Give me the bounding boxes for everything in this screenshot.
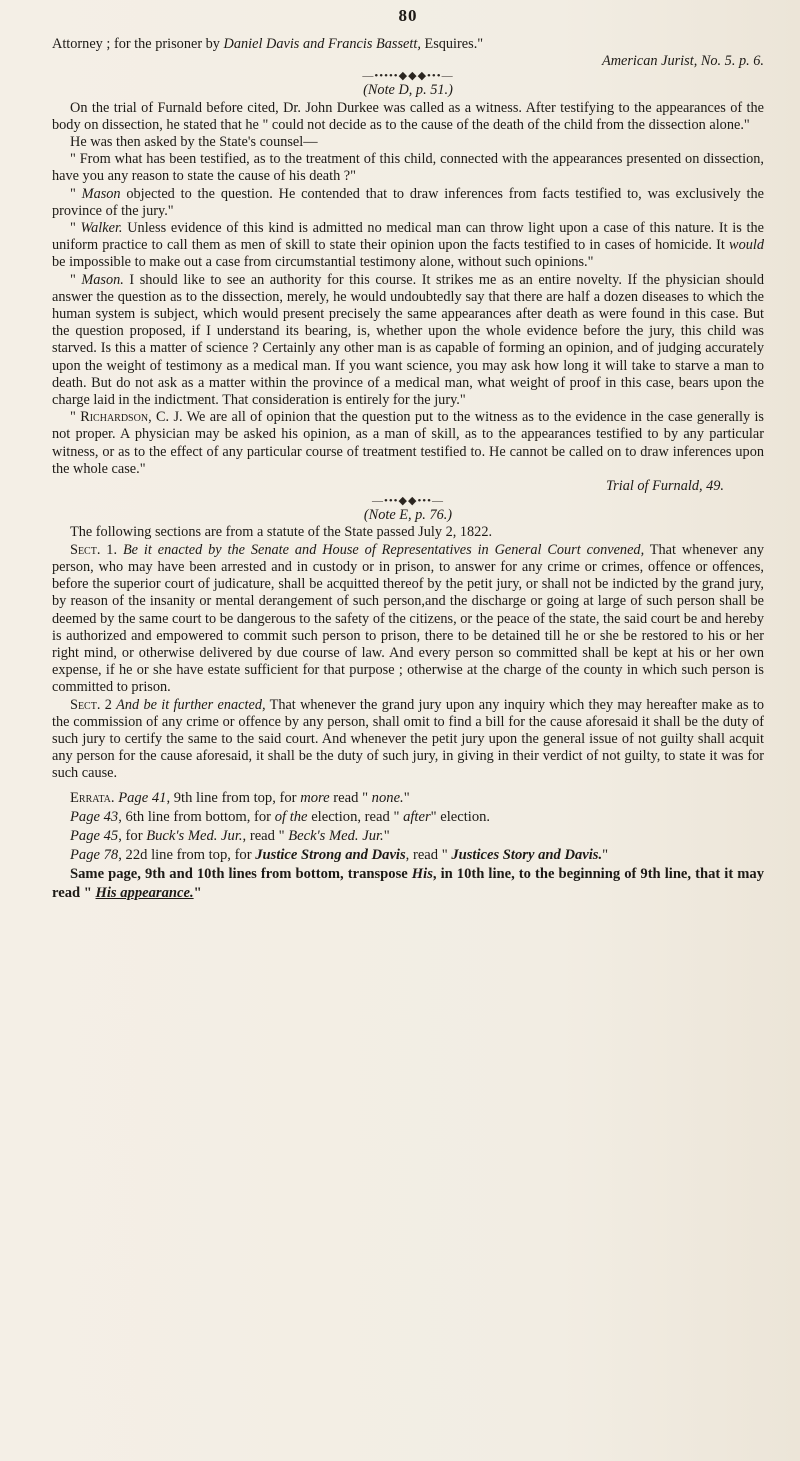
errata-item [52, 827, 764, 846]
note-d-para: " Mason objected to the question. He contended that to draw inferences from facts testified to, was exclusively the province of the jury." [52, 185, 764, 219]
section-text: That whenever the grand jury upon any inquiry which they may hereafter make as to the commission of any crime or offence by any person, shall omit to find a bill for the cause aforesaid it shall be the duty of such jury to certify the same to the said court. And whenever the petit jury upon the general issue of not guilty shall acquit any person for the cause aforesaid, it shall be the duty of such jury, in giving in their verdict of not guilty, to state it was for such cause. [52, 696, 764, 782]
errata-text: , 9th line from top, for [166, 789, 301, 806]
errata-page: Page 43 [70, 808, 119, 825]
speech-text: be impossible to make out a case from circumstantial testimony alone, without such opinions." [52, 254, 594, 271]
page-number: 80 [398, 6, 418, 25]
errata-correct: none. [371, 789, 404, 806]
section-text: That whenever any person, who may have been arrested and in custody or in prison, to answer for any crime or crimes, offence or offences, before the superior court of judicature, shall be acquitted thereof by the petit jury, or shall not be indicted by the grand jury, by reason of the insanity or mental derangement of such person,and the discharge or going at large of such person shall be deemed by the same court to be dangerous to the safety of the citizens, or the peace of the state, the said court be and hereby is authorized and empowered to commit such person to prison, there to be detained till he or she be restored to his or her right mind, or otherwise delivered by due course of law. And every person so committed shall be kept at his or her own expense, if he or she have estate sufficient for that purpose ; otherwise at the charge of the county in which such person is committed to prison. [52, 541, 765, 696]
section-label: Sect. 1. [70, 541, 118, 558]
errata-item [52, 789, 764, 808]
errata-text: read " [329, 789, 372, 806]
errata-correct: Beck's Med. Jur. [288, 827, 384, 844]
note-e-intro: The following sections are from a statute of the State passed July 2, 1822. [70, 524, 493, 541]
errata-text: , in 10th line, to the beginning of 9th line, that it may read " [52, 865, 764, 901]
ornament-divider: —•••◆◆•••— [371, 495, 445, 508]
ornament-divider: —•••••◆◆◆•••— [362, 70, 454, 83]
errata-wrong: Buck's Med. Jur. [146, 827, 243, 844]
speaker-name: Richardson, C. J. [80, 409, 183, 426]
errata-text: , 6th line from bottom, for [118, 808, 275, 825]
errata-text: , read " [242, 827, 289, 844]
errata-correct: His appearance. [95, 884, 194, 901]
errata-text: , for [118, 827, 147, 844]
note-d-heading: (Note D, p. 51.) [363, 82, 453, 99]
errata-item [52, 808, 764, 827]
errata-text: " [193, 884, 202, 901]
errata-text: election, read " [307, 808, 404, 825]
note-d-para: " Mason. I should like to see an authority for this course. It strikes me as an entire novelty. If the physician should answer the question as to the dissection, merely, he would undoubtedly say that there are half a dozen diseases to which the human system is subject, which would present precisely the same appearances after death as were found in this case. But the question proposed, if I understand its bearing, is, whether upon the whole evidence before the jury, this child was starved. Is this a matter of science ? Certainly any other man is as capable of forming an opinion, and of judging accurately upon the weight of testimony as a medical man. If you want science, you may ask how long it will take to starve a man to death. But do not ask as a matter within the province of a medical man, what weight of proof in this case, bears upon the charge laid in the indictment. That consideration is entirely for the jury." [52, 271, 764, 409]
note-d-source: Trial of Furnald, 49. [606, 478, 724, 495]
errata-text: Same page, 9th and 10th lines from bottom, transpose [70, 865, 412, 882]
errata-correct: Justices Story and Davis. [451, 846, 603, 863]
errata-correct: after [403, 808, 431, 825]
note-e-heading: (Note E, p. 76.) [363, 507, 453, 524]
errata-wrong: of the [274, 808, 308, 825]
section-label: Sect. 2 [70, 696, 112, 713]
opening-line [52, 36, 764, 53]
speaker-name: Walker. [80, 220, 123, 237]
errata-word: His [411, 865, 433, 882]
speech-text: objected to the question. He contended that to draw inferences from facts testified to, was exclusively the province of the jury." [52, 185, 764, 219]
emphasis-word: would [729, 237, 764, 254]
speaker-name: Mason. [81, 271, 124, 288]
opening-source: American Jurist, No. 5. p. 6. [601, 53, 764, 70]
errata-wrong: Justice Strong and Davis [255, 846, 406, 863]
errata-wrong: more [300, 789, 330, 806]
errata-text: " election. [430, 808, 491, 825]
errata-text: " [403, 789, 410, 806]
enacting-clause: Be it enacted by the Senate and House of Representatives in General Court convened, [122, 541, 645, 558]
opening-text: Attorney ; for the prisoner by [52, 36, 224, 52]
errata-text: " [383, 827, 390, 844]
errata-text: , read " [405, 846, 452, 863]
speech-text: I should like to see an authority for this course. It strikes me as an entire novelty. If the physician should answer the question as to the dissection, merely, he would undoubtedly say that there are half a dozen diseases to which the human system is subject, which would present precisely the same appearances after death as were found in this case. But the question proposed, if I understand its bearing, is, whether upon the whole evidence before the jury, this child was starved. Is this a matter of science ? Certainly any other man is as capable of forming an opinion, and of judging accurately upon the weight of testimony as a medical man. If you want science, you may ask how long it will take to starve a man to death. But do not ask as a matter within the province of a medical man, what weight of proof in this case, bears upon the charge laid in the indictment. That consideration is entirely for the jury." [52, 271, 764, 409]
note-d-para: " Richardson, C. J. We are all of opinion that the question put to the witness as to the evidence in the case generally is not proper. A physician may be asked his opinion, as a man of skill, as to the appearances testified to by any particular witness, or as to the effect of any particular course of treatment testified to. He cannot be called on to draw inferences upon the whole case." [52, 409, 764, 477]
errata-label: Errata. [70, 789, 115, 806]
errata-text: , 22d line from top, for [118, 846, 256, 863]
note-d-para: " From what has been testified, as to the treatment of this child, connected with the appearances presented on dissection, have you any reason to state the cause of his death ?" [52, 151, 764, 185]
enacting-clause: And be it further enacted, [116, 696, 266, 713]
note-d-para: He was then asked by the State's counsel— [70, 134, 318, 151]
note-d-para: " Walker. Unless evidence of this kind is admitted no medical man can throw light upon a case of this nature. It is the uniform practice to call them as men of skill to state their opinion upon the facts testified to in cases of homicide. It would be impossible to make out a case from circumstantial testimony alone, without such opinions." [52, 220, 764, 271]
errata-item [52, 865, 764, 903]
errata-page: Page 41 [118, 789, 167, 806]
errata [52, 789, 764, 903]
errata-page: Page 78 [70, 846, 119, 863]
errata-item [52, 846, 764, 865]
errata-text: " [602, 846, 609, 863]
opening-text-end: Esquires." [420, 36, 484, 52]
speech-text: We are all of opinion that the question put to the witness as to the evidence in the case generally is not proper. A physician may be asked his opinion, as a man of skill, as to the appearances testified to by any particular witness, or as to the effect of any particular course of treatment testified to. He cannot be called on to draw inferences upon the whole case." [52, 409, 764, 477]
statute-section-1 [52, 542, 764, 697]
statute-section-2 [52, 697, 764, 783]
note-d-para: On the trial of Furnald before cited, Dr. John Durkee was called as a witness. After testifying to the appearances of the body on dissection, he stated that he " could not decide as to the cause of the death of the child from the dissection alone." [52, 99, 764, 133]
errata-page: Page 45 [70, 827, 119, 844]
speaker-name: Mason [81, 185, 121, 202]
speech-text: Unless evidence of this kind is admitted no medical man can throw light upon a case of this nature. It is the uniform practice to call them as men of skill to state their opinion upon the facts testified to in cases of homicide. It [52, 220, 764, 254]
opening-names: Daniel Davis and Francis Bassett, [223, 36, 421, 52]
